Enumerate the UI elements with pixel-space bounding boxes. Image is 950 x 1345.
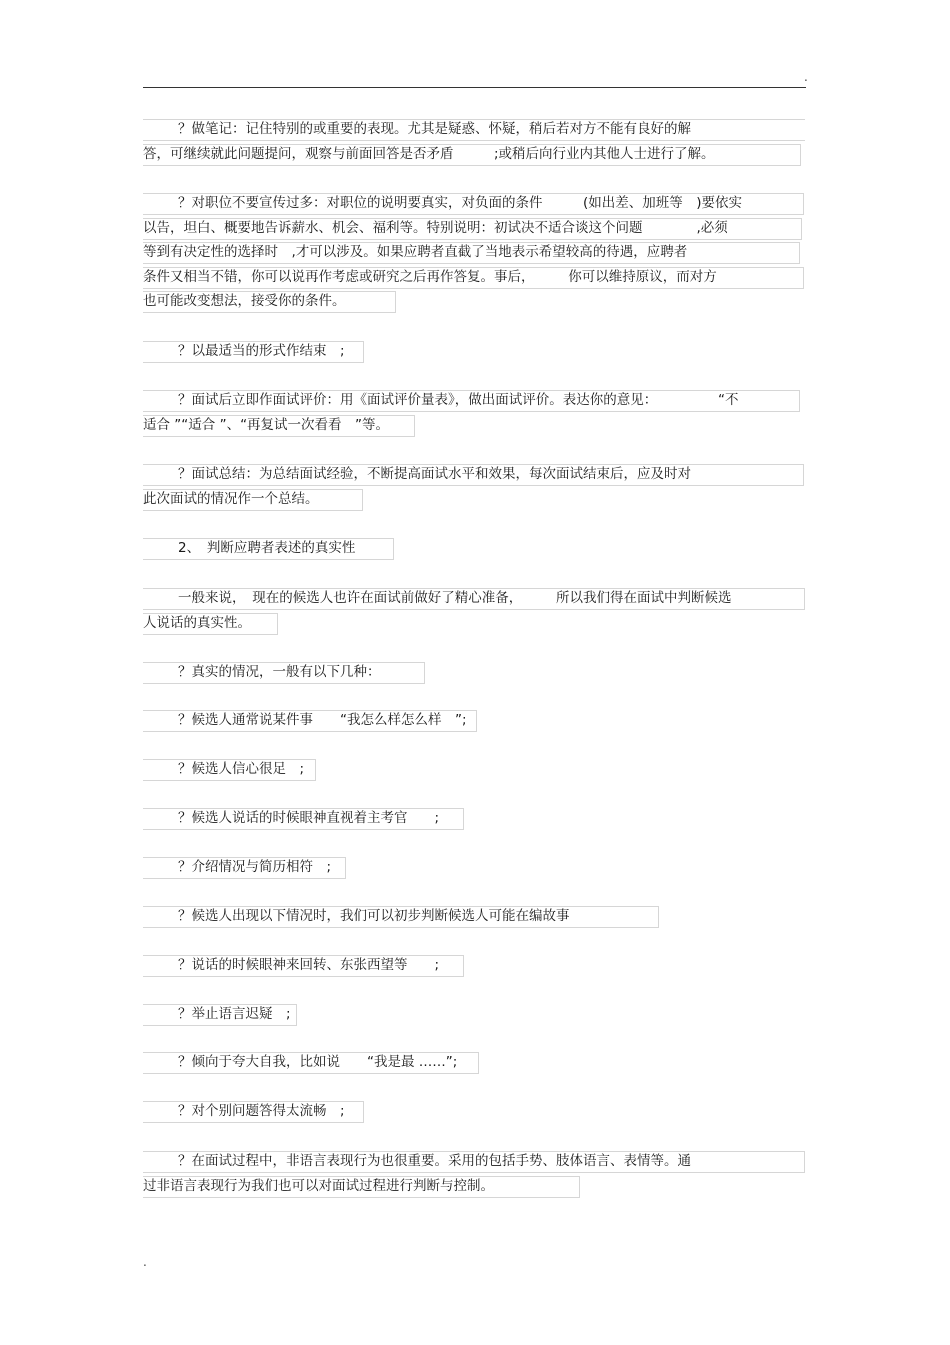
text-line: ？对职位不要宣传过多：对职位的说明要真实，对负面的条件 (如出差、加班等 )要依实 (143, 191, 805, 216)
paragraph-end-properly (143, 339, 805, 364)
paragraph-general (143, 586, 805, 635)
list-item-fabrication-signs (143, 904, 805, 929)
top-page-mark: . (804, 70, 808, 84)
text-line: 答，可继续就此问题提问，观察与前面回答是否矛盾 ;或稍后向行业内其他人士进行了解。 (143, 142, 805, 167)
text-line: 等到有决定性的选择时 ,才可以涉及。如果应聘者直截了当地表示希望较高的待遇，应聘者 (143, 240, 805, 265)
text-line: 过非语言表现行为我们也可以对面试过程进行判断与控制。 (143, 1174, 805, 1199)
text-line: 条件又相当不错，你可以说再作考虑或研究之后再作答复。事后， 你可以维持原议，而对方 (143, 265, 805, 290)
text-line: ？候选人通常说某件事 “我怎么样怎么样 ”; (143, 708, 805, 733)
text-line: ？举止语言迟疑 ; (143, 1002, 805, 1027)
text-line: 2、 判断应聘者表述的真实性 (143, 536, 805, 561)
list-item (143, 855, 805, 880)
text-line: ？候选人信心很足 ; (143, 757, 805, 782)
bottom-page-mark: . (143, 1255, 147, 1269)
list-item (143, 806, 805, 831)
paragraph-job-description (143, 191, 805, 314)
text-line: ？面试后立即作面试评价：用《面试评价量表》，做出面试评价。表达你的意见： “不 (143, 388, 805, 413)
text-line: ？候选人说话的时候眼神直视着主考官 ; (143, 806, 805, 831)
list-item (143, 708, 805, 733)
text-line: ？面试总结：为总结面试经验，不断提高面试水平和效果，每次面试结束后，应及时对 (143, 462, 805, 487)
list-item (143, 953, 805, 978)
text-line: ？倾向于夸大自我，比如说 “我是最 ……”; (143, 1050, 805, 1075)
list-item (143, 757, 805, 782)
text-line: ？候选人出现以下情况时，我们可以初步判断候选人可能在编故事 (143, 904, 805, 929)
paragraph-summary (143, 462, 805, 511)
text-line: ？在面试过程中，非语言表现行为也很重要。采用的包括手势、肢体语言、表情等。通 (143, 1149, 805, 1174)
text-line: ？对个别问题答得太流畅 ; (143, 1099, 805, 1124)
text-line: 也可能改变想法，接受你的条件。 (143, 289, 805, 314)
list-item (143, 1050, 805, 1075)
list-item (143, 1002, 805, 1027)
paragraph-evaluation (143, 388, 805, 437)
paragraph-nonverbal (143, 1149, 805, 1198)
text-line: ？说话的时候眼神来回转、东张西望等 ; (143, 953, 805, 978)
list-item (143, 1099, 805, 1124)
list-item-real-situations (143, 660, 805, 685)
text-line: 一般来说， 现在的候选人也许在面试前做好了精心准备， 所以我们得在面试中判断候选 (143, 586, 805, 611)
text-line: ？真实的情况，一般有以下几种： (143, 660, 805, 685)
text-line: 以告，坦白、概要地告诉薪水、机会、福利等。特别说明：初试决不适合谈这个问题 ,必须 (143, 216, 805, 241)
text-line: 适合 ”“适合 ”、“再复试一次看看 ”等。 (143, 413, 805, 438)
text-line: 人说话的真实性。 (143, 611, 805, 636)
header-rule (143, 87, 806, 88)
text-line: ？以最适当的形式作结束 ; (143, 339, 805, 364)
text-line: ？做笔记：记住特别的或重要的表现。尤其是疑惑、怀疑，稍后若对方不能有良好的解 (143, 117, 805, 142)
section-heading-authenticity (143, 536, 805, 561)
paragraph-take-notes (143, 117, 805, 166)
text-line: 此次面试的情况作一个总结。 (143, 487, 805, 512)
text-line: ？介绍情况与简历相符 ; (143, 855, 805, 880)
